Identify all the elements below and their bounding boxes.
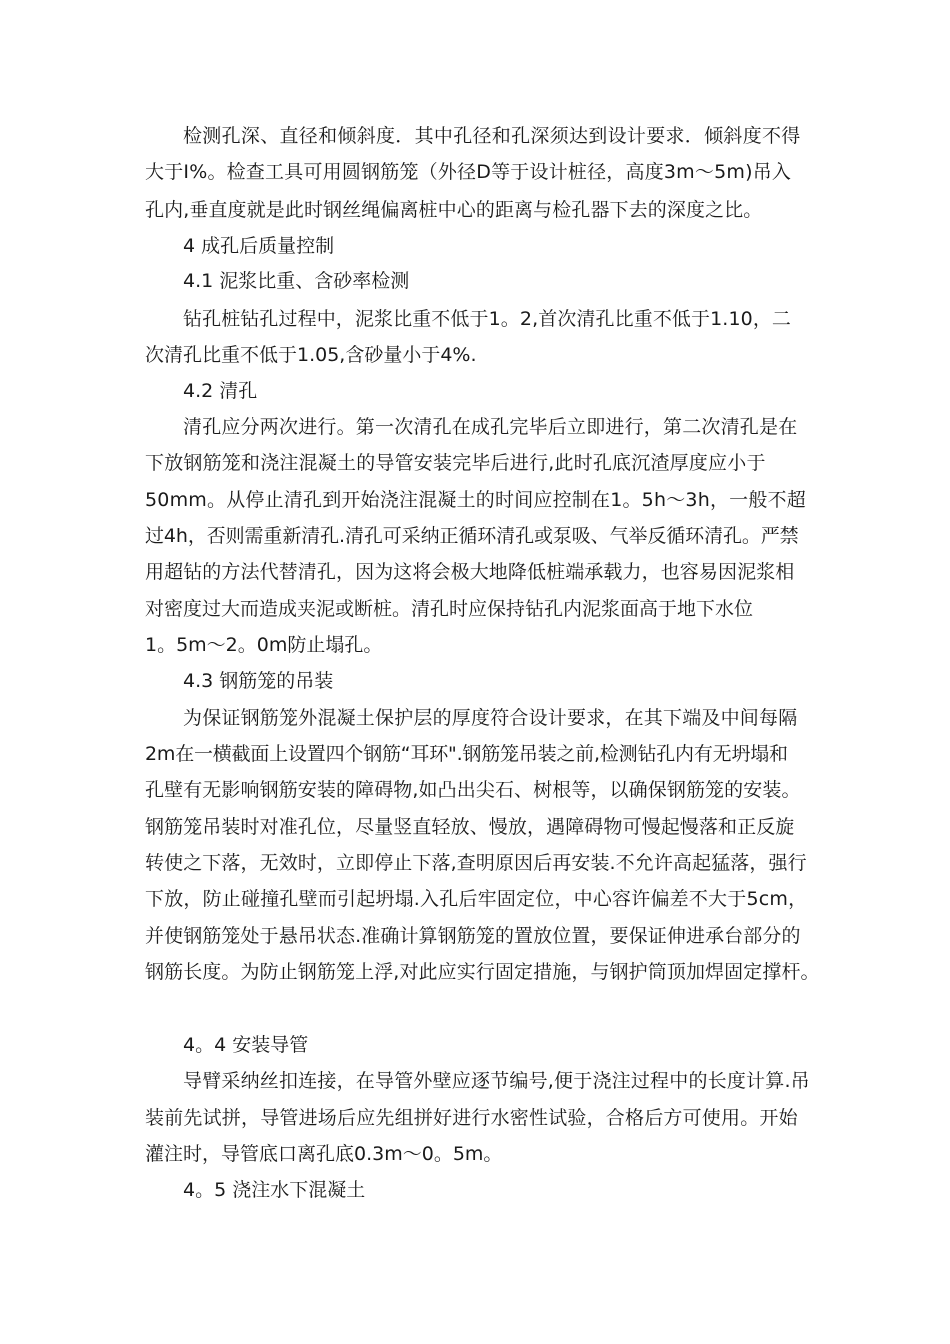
- body-text-line: 钢筋长度。为防止钢筋笼上浮,对此应实行固定措施，与钢护筒顶加焊固定撑杆。: [145, 961, 820, 983]
- body-text-line: 钻孔桩钻孔过程中，泥浆比重不低于1。2,首次清孔比重不低于1.10，二: [183, 308, 792, 330]
- section-heading: 4 成孔后质量控制: [183, 235, 335, 257]
- body-text-line: 过4h，否则需重新清孔.清孔可采纳正循环清孔或泵吸、气举反循环清孔。严禁: [145, 525, 799, 547]
- body-text-line: 孔壁有无影响钢筋安装的障碍物,如凸出尖石、树根等，以确保钢筋笼的安装。: [145, 779, 801, 801]
- body-text-line: 并使钢筋笼处于悬吊状态.准确计算钢筋笼的置放位置，要保证伸进承台部分的: [145, 925, 801, 947]
- body-text-line: 2m在一横截面上设置四个钢筋“耳环".钢筋笼吊装之前,检测钻孔内有无坍塌和: [145, 743, 788, 765]
- section-heading: 4.2 清孔: [183, 380, 258, 402]
- section-heading: 4。5 浇注水下混凝土: [183, 1179, 366, 1201]
- body-text-line: 钢筋笼吊装时对准孔位，尽量竖直轻放、慢放，遇障碍物可慢起慢落和正反旋: [145, 816, 795, 838]
- body-text-line: 清孔应分两次进行。第一次清孔在成孔完毕后立即进行，第二次清孔是在: [183, 416, 798, 438]
- body-text-line: 检测孔深、直径和倾斜度．其中孔径和孔深须达到设计要求．倾斜度不得: [183, 125, 801, 147]
- body-text-line: 用超钻的方法代替清孔，因为这将会极大地降低桩端承载力，也容易因泥浆相: [145, 561, 795, 583]
- body-text-line: 1。5m～2。0m防止塌孔。: [145, 634, 383, 656]
- body-text-line: 下放，防止碰撞孔壁而引起坍塌.入孔后牢固定位，中心容许偏差不大于5cm，: [145, 888, 808, 910]
- section-heading: 4.3 钢筋笼的吊装: [183, 670, 334, 692]
- body-text-line: 50mm。从停止清孔到开始浇注混凝土的时间应控制在1。5h～3h，一般不超: [145, 489, 806, 511]
- body-text-line: 对密度过大而造成夹泥或断桩。清孔时应保持钻孔内泥浆面高于地下水位: [145, 598, 754, 620]
- body-text-line: 次清孔比重不低于1.05,含砂量小于4%.: [145, 344, 477, 366]
- section-heading: 4。4 安装导管: [183, 1034, 309, 1056]
- body-text-line: 大于I%。检查工具可用圆钢筋笼（外径D等于设计桩径，高度3m～5m)吊入: [145, 161, 792, 183]
- body-text-line: 装前先试拼，导管进场后应先组拼好进行水密性试验，合格后方可使用。开始: [145, 1107, 798, 1129]
- body-text-line: 灌注时，导管底口离孔底0.3m～0。5m。: [145, 1143, 503, 1165]
- section-heading: 4.1 泥浆比重、含砂率检测: [183, 270, 410, 292]
- body-text-line: 孔内,垂直度就是此时钢丝绳偏离桩中心的距离与检孔器下去的深度之比。: [145, 199, 763, 221]
- body-text-line: 下放钢筋笼和浇注混凝土的导管安装完毕后进行,此时孔底沉渣厚度应小于: [145, 452, 766, 474]
- body-text-line: 为保证钢筋笼外混凝土保护层的厚度符合设计要求，在其下端及中间每隔: [183, 707, 798, 729]
- body-text-line: 转使之下落，无效时，立即停止下落,查明原因后再安装.不允许高起猛落，强行: [145, 852, 807, 874]
- body-text-line: 导臂采纳丝扣连接，在导管外壁应逐节编号,便于浇注过程中的长度计算.吊: [183, 1070, 810, 1092]
